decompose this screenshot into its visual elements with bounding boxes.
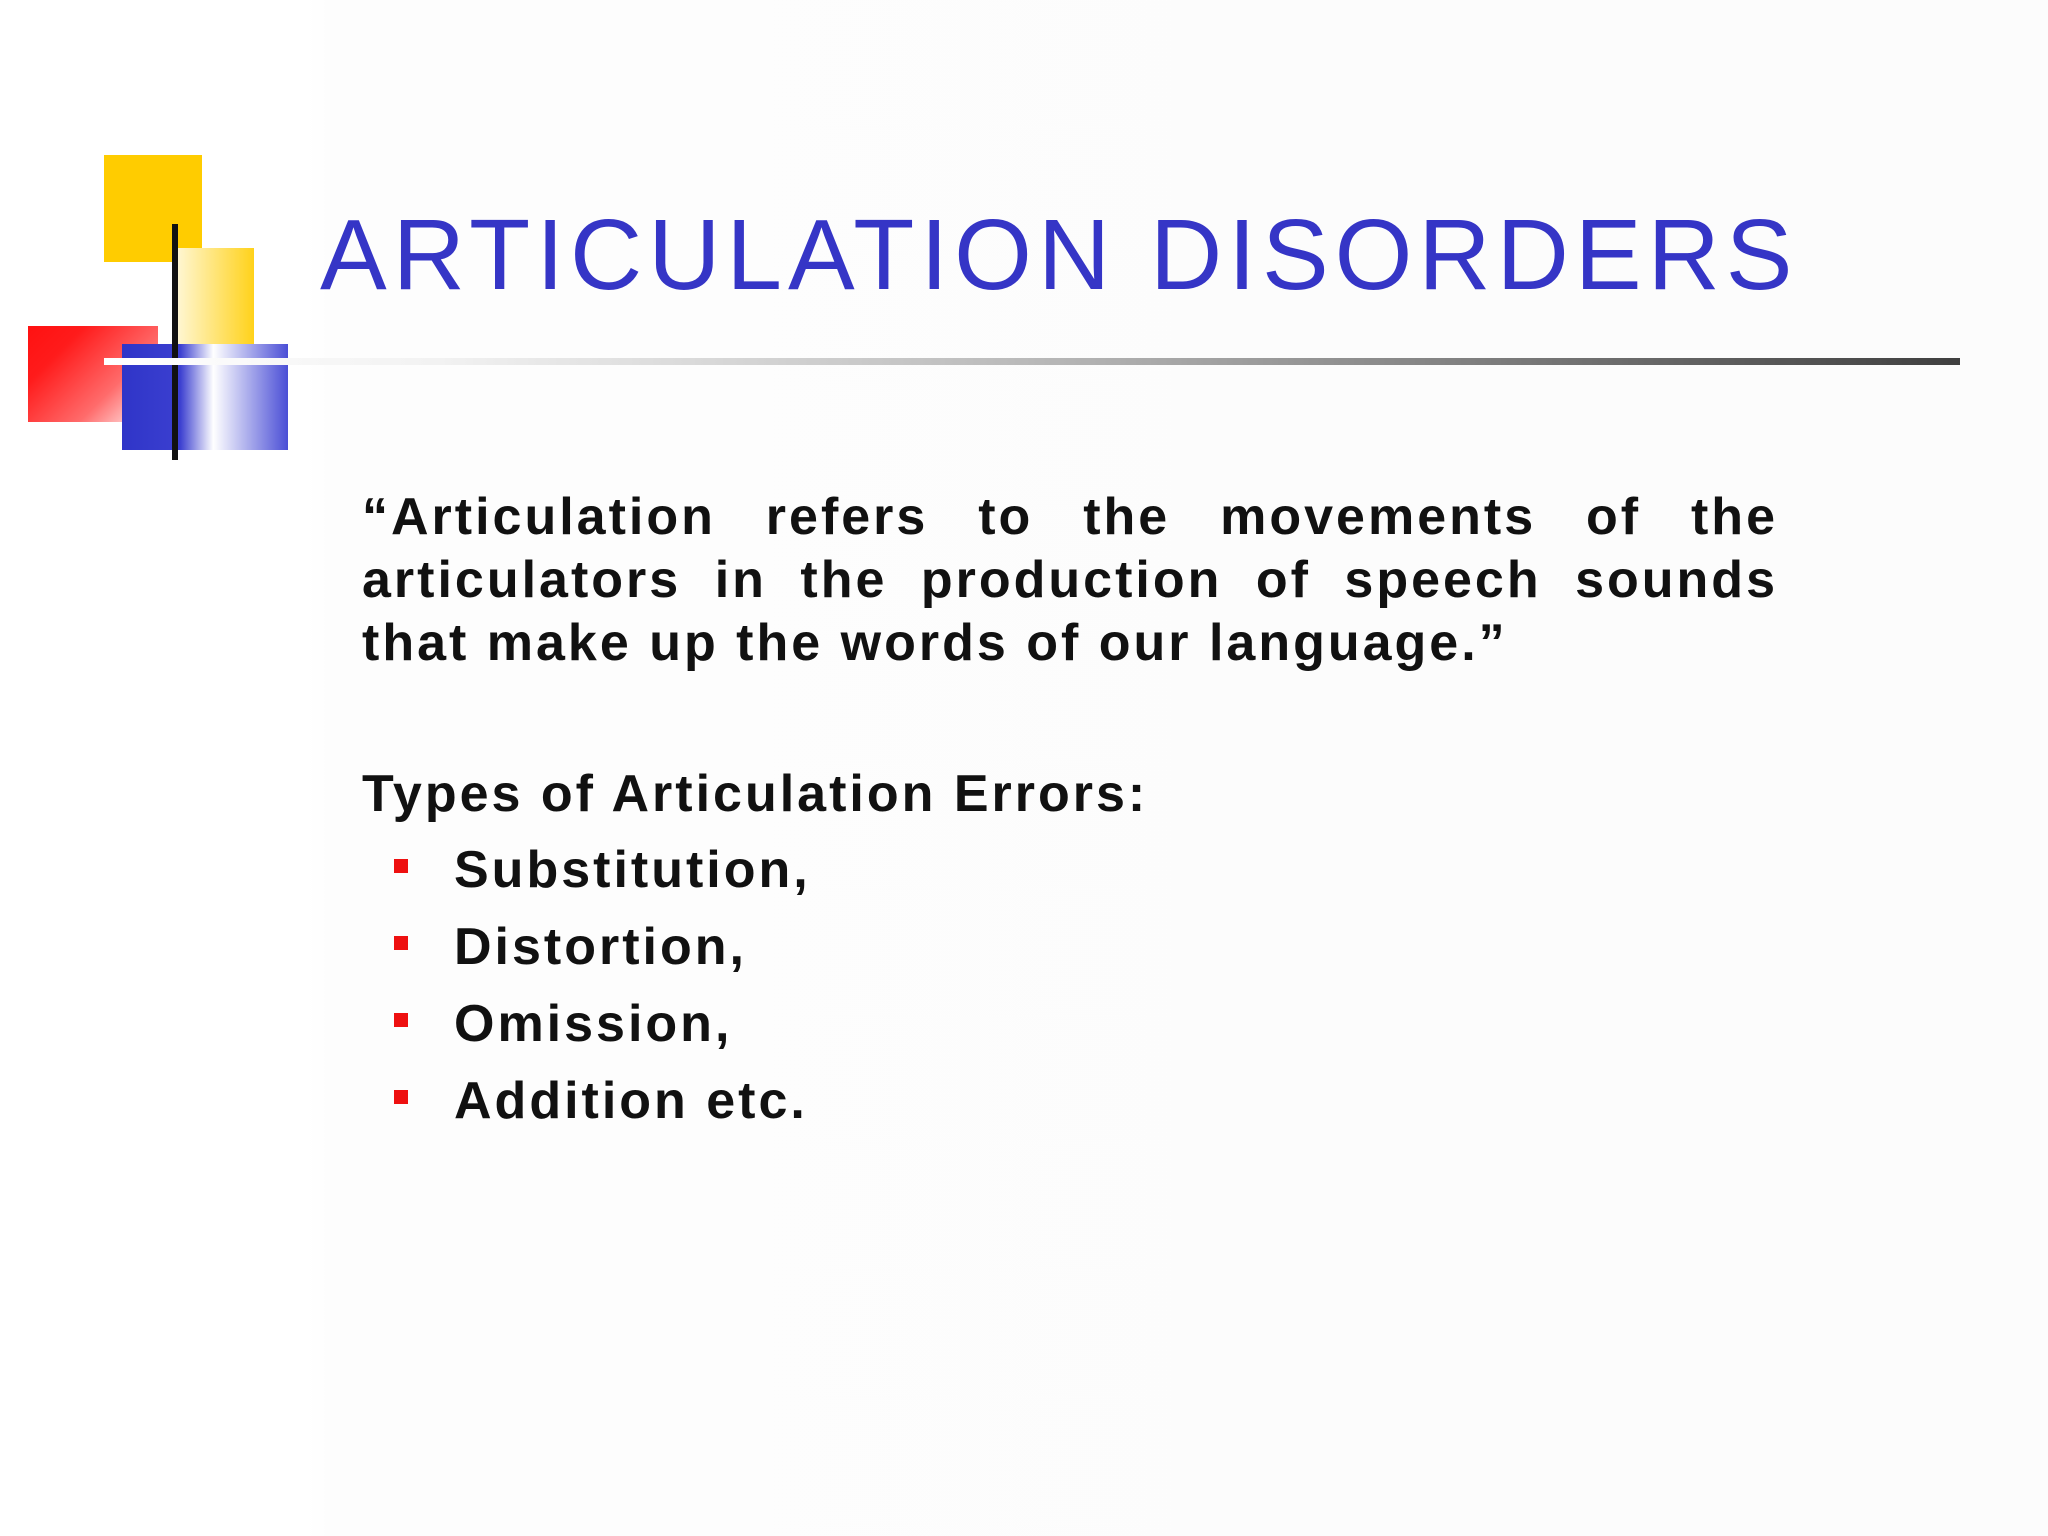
error-types-list — [362, 835, 1778, 1143]
definition-quote: “Articulation refers to the movements of the articulators in the production of speech sounds that make up the words of our language.” — [362, 488, 1778, 672]
list-item-label: Distortion, — [454, 918, 747, 976]
list-item — [362, 1066, 1778, 1143]
slide-body — [362, 486, 1778, 1143]
list-item-label: Substitution, — [454, 841, 811, 899]
title-underline — [104, 358, 1960, 365]
list-item-label: Addition etc. — [454, 1072, 808, 1130]
yellow-square — [104, 155, 202, 262]
list-item — [362, 989, 1778, 1066]
yellow-gradient-square — [176, 248, 254, 346]
bullet-square-icon — [394, 1090, 408, 1104]
slide-title: ARTICULATION DISORDERS — [320, 199, 1799, 311]
list-item-label: Omission, — [454, 995, 733, 1053]
types-heading: Types of Articulation Errors: — [362, 765, 1149, 823]
list-item — [362, 912, 1778, 989]
decorative-block-graphic — [0, 0, 300, 470]
bullet-square-icon — [394, 1013, 408, 1027]
vertical-divider-line — [172, 224, 178, 460]
bullet-square-icon — [394, 859, 408, 873]
list-item — [362, 835, 1778, 912]
bullet-square-icon — [394, 936, 408, 950]
